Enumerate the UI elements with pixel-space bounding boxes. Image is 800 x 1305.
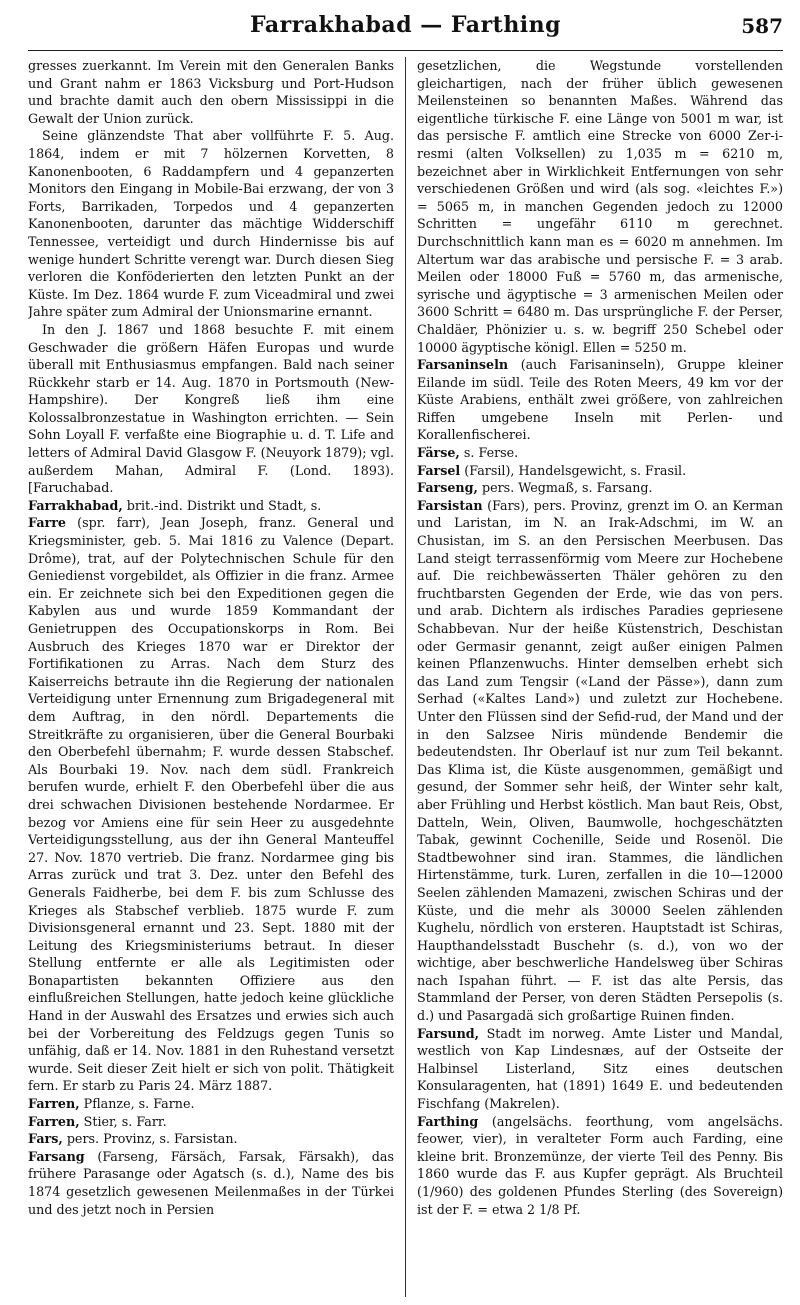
entry-headword: Farren, <box>28 1113 80 1129</box>
entry-headword: Farsund, <box>417 1025 480 1041</box>
entry-headword: Färse, <box>417 445 460 461</box>
entry-text: Pflanze, s. Farne. <box>79 1096 195 1112</box>
entry-text: Seine glänzendste That aber vollführte F. 5. Aug. 1864, indem er mit 7 hölzernen Korvetten, 8 Kanonenbooten, 6 Raddampfern und 4 gepanzerten Monitors den Eingang in Mobile-Bai erzwang, der von 3 Forts, Barrikaden, Torpedos und 4 gepanzerten Kanonenbooten, darunter das mächtige Widderschiff Tennessee, verteidigt und durch Hindernisse bis auf wenige hundert Schritte verengt war. Durch diesen Sieg verloren die Konföderierten den letzten Punkt an der Küste. Im Dez. 1864 wurde F. zum Viceadmiral und zwei Jahre später zum Admiral der Unionsmarine ernannt. <box>28 128 395 320</box>
entry-headword: Farrakhabad, <box>28 497 123 513</box>
paragraph <box>28 497 394 515</box>
entry-text: pers. Wegmaß, s. Farsang. <box>477 480 653 496</box>
entry-text: gesetzlichen, die Wegstunde vorstellenden gleichartigen, nach der früher üblich gewesenen Meilensteinen so benannten Maßes. Während das eigentliche türkische F. eine Länge von 5001 m war, ist das persische F. amtlich eine Strecke von 6000 Zer-i-resmi (alten Volksellen) zu 1,035 m = 6210 m, bezeichnet aber in Wirklichkeit Entfernungen von sehr verschiedenen Größen und wird (als sog. «leichtes F.») = 5065 m, in manchen Gegenden jedoch zu 12000 Schritten = ungefähr 6110 m gerechnet. Durchschnittlich kann man es = 6020 m annehmen. Im Altertum war das arabische und persische F. = 3 arab. Meilen oder 18000 Fuß = 5760 m, das armenische, syrische und ägyptische = 3 armenischen Meilen oder 3600 Schritt = 6480 m. Das ursprüngliche F. der Perser, Chaldäer, Phönizier u. s. w. begriff 250 Schebel oder 10000 ägyptische königl. Ellen = 5250 m. <box>417 58 783 355</box>
paragraph <box>417 444 783 462</box>
entry-text: (auch Farisaninseln), Gruppe kleiner Eilande im südl. Teile des Roten Meers, 49 km vor der Küste Arabiens, enthält zwei größere, von zahlreichen Riffen umgebene Inseln mit Perlen- und Korallenfischerei. <box>417 357 783 443</box>
page-number: 587 <box>741 14 783 38</box>
paragraph <box>417 479 783 497</box>
entry-text: gresses zuerkannt. Im Verein mit den Generalen Banks und Grant nahm er 1863 Vicksburg und Port-Hudson und brachte damit auch den obern Mississippi in die Gewalt der Union zurück. <box>28 58 395 126</box>
entry-text: (Fars), pers. Provinz, grenzt im O. an Kerman und Laristan, im N. an Irak-Adschmi, im W. an Chusistan, im S. an den Persischen Meerbusen. Das Land steigt terrassenförmig vom Meere zur Hochebene auf. Die reichbewässerten Thäler gehören zu den fruchtbarsten Gegenden der Erde, wie das von pers. und arab. Dichtern als irdisches Paradies gepriesene Schabbevan. Nur der heiße Küstenstrich, Deschistan oder Germasir genannt, zeigt außer einigen Palmen keinen Pflanzenwuchs. Hinter demselben erhebt sich das Land zum Tengsir («Land der Pässe»), dann zum Serhad («Kaltes Land») und zuletzt zur Hochebene. Unter den Flüssen sind der Sefid-rud, der Mand und der in den Salzsee Niris mündende Bendemir die bedeutendsten. Ihr Oberlauf ist nur zum Teil bekannt. Das Klima ist, die Küste ausgenommen, gemäßigt und gesund, der Sommer sehr heiß, der Winter sehr kalt, aber Frühling und Herbst köstlich. Man baut Reis, Obst, Datteln, Wein, Oliven, Baumwolle, hochgeschätzten Tabak, gewinnt Cochenille, Seide und Rosenöl. Die Stadtbewohner sind iran. Stammes, die ländlichen Hirtenstämme, turk. Luren, zerfallen in die 10—12000 Seelen zählenden Mamazeni, zwischen Schiras und der Küste, und die mehr als 30000 Seelen zählenden Kughelu, nördlich von ersteren. Hauptstadt ist Schiras, Haupthandelsstadt Buschehr (s. d.), von wo der wichtige, aber beschwerliche Handelsweg über Schiras nach Ispahan führt. — F. ist das alte Persis, das Stammland der Perser, von deren Städten Persepolis (s. d.) und Pasargadä sich großartige Ruinen finden. <box>417 497 783 1024</box>
entry-headword: Farsistan <box>417 497 483 513</box>
entry-headword: Farseng, <box>417 480 478 496</box>
paragraph <box>417 497 783 1025</box>
right-column <box>417 57 783 1297</box>
column-divider <box>405 57 406 1297</box>
entry-text: (Farsil), Handelsgewicht, s. Frasil. <box>460 462 687 478</box>
page-title: Farrakhabad — Farthing <box>249 12 562 38</box>
entry-headword: Farsel <box>417 462 461 478</box>
entry-text: (Farseng, Färsäch, Farsak, Färsakh), das frühere Parasange oder Agatsch (s. d.), Name des bis 1874 gesetzlich gewesenen Meilenmaßes in der Türkei und des jetzt noch in Persien <box>28 1148 395 1217</box>
paragraph <box>28 514 394 1095</box>
entry-text: In den J. 1867 und 1868 besuchte F. mit einem Geschwader die größern Häfen Europas und wurde überall mit Enthusiasmus empfangen. Bald nach seiner Rückkehr starb er 14. Aug. 1870 in Portsmouth (New-Hampshire). Der Kongreß ließ ihm eine Kolossalbronzestatue in Washington errichten. — Sein Sohn Loyall F. verfaßte eine Biographie u. d. T. Life and letters of Admiral David Glasgow F. (Neuyork 1879); vgl. außerdem Mahan, Admiral F. (Lond. 1893). [Faruchabad. <box>28 321 395 496</box>
paragraph <box>28 127 394 321</box>
paragraph <box>28 321 394 497</box>
entry-headword: Farthing <box>417 1113 479 1129</box>
paragraph <box>417 1025 783 1113</box>
entry-text: brit.-ind. Distrikt und Stadt, s. <box>122 497 322 513</box>
entry-headword: Farre <box>28 515 66 531</box>
paragraph <box>417 57 783 356</box>
paragraph <box>417 462 783 480</box>
paragraph <box>417 1113 783 1219</box>
entry-text: s. Ferse. <box>459 445 519 461</box>
entry-text: Stier, s. Farr. <box>79 1113 167 1129</box>
paragraph <box>28 1130 394 1148</box>
entry-text: (angelsächs. feorthung, vom angelsächs. feower, vier), in veralteter Form auch Farding, eine kleine brit. Bronzemünze, der vierte Teil des Penny. Bis 1860 wurde das F. aus Kupfer geprägt. Als Bruchteil (1/960) des goldenen Pfundes Sterling (des Sovereign) ist der F. = etwa 2 1/8 Pf. <box>417 1113 783 1217</box>
entry-headword: Fars, <box>28 1131 63 1147</box>
entry-text: pers. Provinz, s. Farsistan. <box>62 1131 238 1147</box>
paragraph <box>28 1148 394 1218</box>
page-header <box>28 0 783 51</box>
paragraph <box>417 356 783 444</box>
entry-headword: Farsaninseln <box>417 357 509 373</box>
paragraph <box>28 1113 394 1131</box>
paragraph <box>28 1095 394 1113</box>
entry-text: (spr. farr), Jean Joseph, franz. General und Kriegsminister, geb. 5. Mai 1816 zu Valence (Depart. Drôme), trat, auf der Polytechnischen Schule für den Geniedienst vorgebildet, als Offizier in die franz. Armee ein. Er zeichnete sich bei den Expeditionen gegen die Kabylen aus und wurde 1859 Kommandant der Genietruppen des Occupationskorps in Rom. Bei Ausbruch des Krieges 1870 war er Direktor der Fortifikationen zu Arras. Nach dem Sturz des Kaiserreichs betraute ihn die Regierung der nationalen Verteidigung unter Ernennung zum Brigadegeneral mit dem Auftrag, in den nördl. Departements die Streitkräfte zu organisieren, über die General Bourbaki den Oberbefehl übernahm; F. wurde dessen Stabschef. Als Bourbaki 19. Nov. nach dem südl. Frankreich berufen wurde, erhielt F. den Oberbefehl über die aus drei schwachen Divisionen bestehende Nordarmee. Er bezog vor Amiens eine für sein Heer zu ausgedehnte Verteidigungsstellung, aus der ihn General Manteuffel 27. Nov. 1870 vertrieb. Die franz. Nordarmee ging bis Arras zurück und trat 3. Dez. unter den Befehl des Generals Faidherbe, bei dem F. bis zum Schlusse des Krieges als Stabschef verblieb. 1875 wurde F. zum Divisionsgeneral ernannt und 23. Sept. 1880 mit der Leitung des Kriegsministeriums betraut. In dieser Stellung entfernte er alle als Legitimisten oder Bonapartisten bekannten Offiziere aus den einflußreichen Stellungen, hatte jedoch keine glückliche Hand in der Auswahl des Ersatzes und erwies sich auch bei der Vorbereitung des Feldzugs gegen Tunis so unfähig, daß er 14. Nov. 1881 in den Ruhestand versetzt wurde. Seit dieser Zeit hielt er sich von polit. Thätigkeit fern. Er starb zu Paris 24. März 1887. <box>28 515 395 1094</box>
entry-text: Stadt im norweg. Amte Lister und Mandal, westlich von Kap Lindesnæs, auf der Ostseite der Halbinsel Listerland, Sitz eines deutschen Konsularagenten, hat (1891) 1649 E. und bedeutenden Fischfang (Makrelen). <box>417 1025 783 1112</box>
entry-headword: Farsang <box>28 1148 85 1164</box>
text-columns <box>28 57 783 1297</box>
paragraph <box>28 57 394 127</box>
entry-headword: Farren, <box>28 1096 80 1112</box>
left-column <box>28 57 394 1297</box>
